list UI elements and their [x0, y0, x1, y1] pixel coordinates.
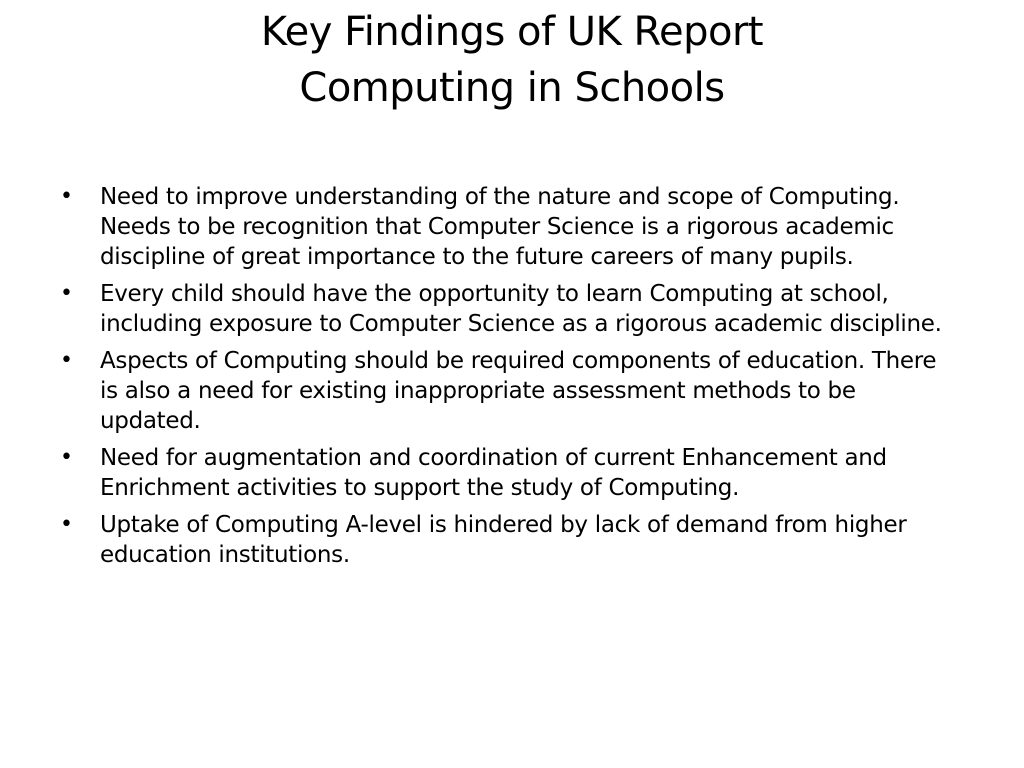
- slide-title-line-2: Computing in Schools: [299, 65, 725, 111]
- bullet-list: [60, 182, 960, 577]
- bullet-icon: •: [60, 184, 73, 209]
- slide-title-line-1: Key Findings of UK Report: [260, 9, 764, 55]
- bullet-icon: •: [60, 348, 73, 373]
- bullet-text: Need for augmentation and coordination of current Enhancement and Enrichment activities to support the study of Computing.: [100, 445, 887, 501]
- bullet-icon: •: [60, 281, 73, 306]
- bullet-text: Uptake of Computing A-level is hindered by lack of demand from higher education institutions.: [100, 512, 907, 568]
- bullet-item: [60, 182, 960, 272]
- bullet-item: [60, 443, 960, 503]
- bullet-item: [60, 346, 960, 436]
- bullet-icon: •: [60, 445, 73, 470]
- bullet-item: [60, 510, 960, 570]
- bullet-text: Aspects of Computing should be required components of education. There is also a need for existing inappropriate assessment methods to be updated.: [100, 348, 937, 434]
- bullet-text: Every child should have the opportunity to learn Computing at school, including exposure to Computer Science as a rigorous academic discipline.: [100, 281, 942, 337]
- bullet-text: Need to improve understanding of the nature and scope of Computing. Needs to be recognition that Computer Science is a rigorous academic discipline of great importance to the future careers of many pupils.: [100, 184, 900, 270]
- bullet-icon: •: [60, 512, 73, 537]
- bullet-item: [60, 279, 960, 339]
- slide-title: [60, 4, 964, 116]
